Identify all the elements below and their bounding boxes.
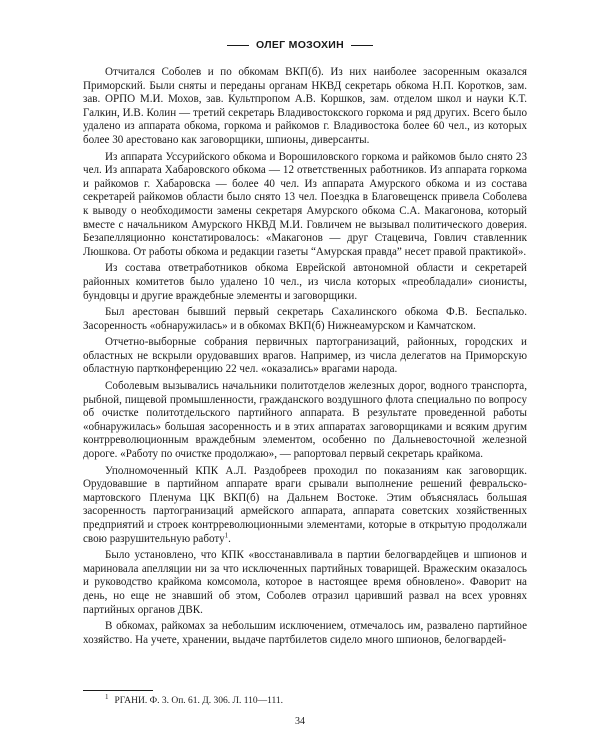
paragraph: Отчитался Соболев и по обкомам ВКП(б). Из них наиболее засоренным оказался Приморский. Были сняты и переданы органам НКВД секретарь обкома Н.П. Коротков, зам. зав. ОРПО М.И. Мохов, зав. Культпропом А.В. Коршков, зам. отделом школ и науки К.Т. Галкин, И.В. Колин — третий секретарь Владивостокского горкома и ряд других. Всего было удалено из аппарата обкома, горкома и райкомов г. Владивостока более 60 чел., из которых более 30 арестовано как заговорщики, шпионы, диверсанты. — [83, 66, 527, 146]
footnote-reference[interactable]: 1 — [224, 530, 229, 539]
paragraph: Из аппарата Уссурийского обкома и Ворошиловского горкома и райкомов было снято 23 чел. Из аппарата Хабаровского обкома — 12 ответственных работников. Из аппарата горкома и райкомов г. Хабаровска — более 40 чел. Из аппарата Амурского обкома и из состава секретарей райкомов области было снято 13 чел. Поездка в Благовещенск привела Соболева к выводу о необходимости замены секретаря Амурского обкома С.А. Макагонова, который вместе с начальником Амурского НКВД М.И. Говличем не вызывал политического доверия. Безапелляционно констатировалось: «Макагонов — друг Стацевича, Говлич ставленник Люшкова. От работы обкома и редакции газеты “Амурская правда” несет правой практикой». — [83, 150, 527, 258]
header-rule-left — [227, 45, 249, 46]
paragraph: В обкомах, райкомах за небольшим исключением, отмечалось им, развалено партийное хозяйство. На учете, хранении, выдаче партбилетов сидело много шпионов, белогвардей- — [83, 620, 527, 646]
page-number: 34 — [295, 716, 305, 727]
header-rule-right — [351, 45, 373, 46]
paragraph-text: Уполномоченный КПК А.Л. Раздобреев проходил по показаниям как заговорщик. Орудовавшие в партийном аппарате враги срывали выполнение решений февральско-мартовского Пленума ЦК ВКП(б) на Дальнем Востоке. Этим объяснялась большая засоренность партогранизаций армейского аппарата, аппарата советских хозяйственных предприятий и строек контрреволюционными элементами, которые в открытую продолжали свою разрушительную работу — [83, 464, 527, 545]
footnote-divider — [83, 690, 153, 691]
paragraph-with-footnote: Уполномоченный КПК А.Л. Раздобреев проходил по показаниям как заговорщик. Орудовавшие в партийном аппарате враги срывали выполнение решений февральско-мартовского Пленума ЦК ВКП(б) на Дальнем Востоке. Этим объяснялась большая засоренность партогранизаций армейского аппарата, аппарата советских хозяйственных предприятий и строек контрреволюционными элементами, которые в открытую продолжали свою разрушительную работу$^1$. — [83, 464, 527, 545]
running-header — [90, 39, 510, 51]
paragraph: Из состава ответработников обкома Еврейской автономной области и секретарей районных комитетов было удалено 10 чел., из числа которых «преобладали» сионисты, бундовцы и другие враждебные элементы и заговорщики. — [83, 262, 527, 302]
footnote-text: РГАНИ. Ф. 3. Оп. 61. Д. 306. Л. 110—111. — [114, 696, 284, 706]
footnote-number: 1 — [105, 692, 109, 701]
body-text — [83, 66, 527, 647]
paragraph: Соболевым вызывались начальники политотделов железных дорог, водного транспорта, рыбной, пищевой промышленности, гражданского воздушного флота специально по вопросу об очистке политотдельского партийного аппарата. В результате проведенной работы «обнаружилась» большая засоренность и в этих аппаратах заговорщиками и всяким другим контрреволюционным враждебным элементом, особенно по Дальневосточной железной дороге. «Работу по очистке продолжаю», — рапортовал первый секретарь крайкома. — [83, 380, 527, 461]
paragraph: Был арестован бывший первый секретарь Сахалинского обкома Ф.В. Беспалько. Засоренность «обнаружилась» и в обкомах ВКП(б) Нижнеамурском и Камчатском. — [83, 306, 527, 332]
footnote — [105, 692, 525, 707]
paragraph: Отчетно-выборные собрания первичных партогранизаций, районных, городских и областных не вскрыли орудовавших врагов. Например, из числа делегатов на Приморскую областную партконференцию 22 чел. «оказались» врагами народа. — [83, 336, 527, 376]
header-author: ОЛЕГ МОЗОХИН — [256, 39, 344, 51]
paragraph: Было установлено, что КПК «восстанавливала в партии белогвардейцев и шпионов и мариновала апелляции ни за что исключенных партийных товарищей. Вражеским оказалось и руководство крайкома комсомола, которое в настоящее время обновлено». Фаворит на день, но еще не знавший об этом, Соболев отразил царивший развал на всех уровнях партийных органов ДВК. — [83, 549, 527, 616]
